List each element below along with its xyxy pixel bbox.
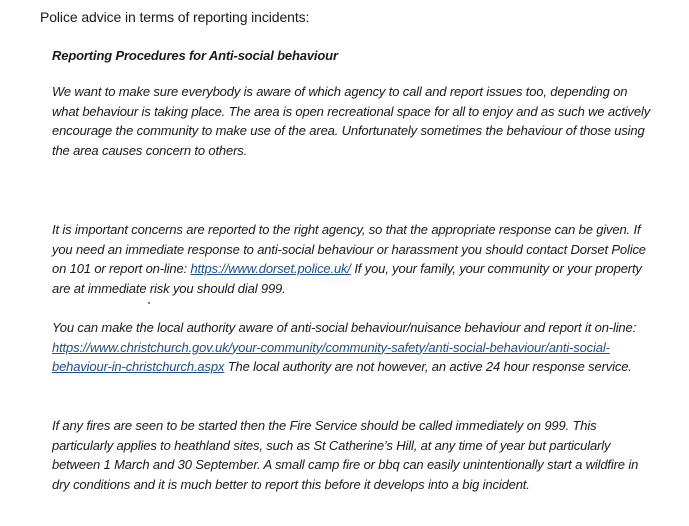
paragraph-local-authority-text-after: The local authority are not however, an active 24 hour response service. xyxy=(224,359,632,374)
paragraph-police xyxy=(52,220,652,298)
stray-dot xyxy=(148,302,150,304)
paragraph-local-authority-text-before: You can make the local authority aware of anti-social behaviour/nuisance behaviour and report it on-line: xyxy=(52,320,637,335)
section-heading: Reporting Procedures for Anti-social behaviour xyxy=(52,48,338,63)
intro-text: Police advice in terms of reporting incidents: xyxy=(40,9,310,25)
paragraph-local-authority xyxy=(52,318,652,377)
dorset-police-link[interactable]: https://www.dorset.police.uk/ xyxy=(190,261,351,276)
paragraph-fire-service: If any fires are seen to be started then the Fire Service should be called immediately on 999. This particularly applies to heathland sites, such as St Catherine’s Hill, at any time of year but particularly between 1 March and 30 September. A small camp fire or bbq can easily unintentionally start a wildfire in dry conditions and it is much better to report this before it develops into a big incident. xyxy=(52,418,639,492)
christchurch-council-link[interactable]: https://www.christchurch.gov.uk/your-community/community-safety/anti-social-behaviour/anti-social-behaviour-in-christchurch.aspx xyxy=(52,339,610,374)
paragraph-police-text-after: If you, your family, your community or your property are at immediate risk you should dial 999. xyxy=(52,261,642,296)
paragraph-police-text-before: It is important concerns are reported to the right agency, so that the appropriate response can be given. If you need an immediate response to anti-social behaviour or harassment you should contact Dorset Police on 101 or report on-line: xyxy=(52,222,646,276)
paragraph-agency: We want to make sure everybody is aware of which agency to call and report issues too, depending on what behaviour is taking place. The area is open recreational space for all to enjoy and as such we actively encourage the community to make use of the area. Unfortunately sometimes the behaviour of those using the area causes concern to others. xyxy=(52,84,651,158)
